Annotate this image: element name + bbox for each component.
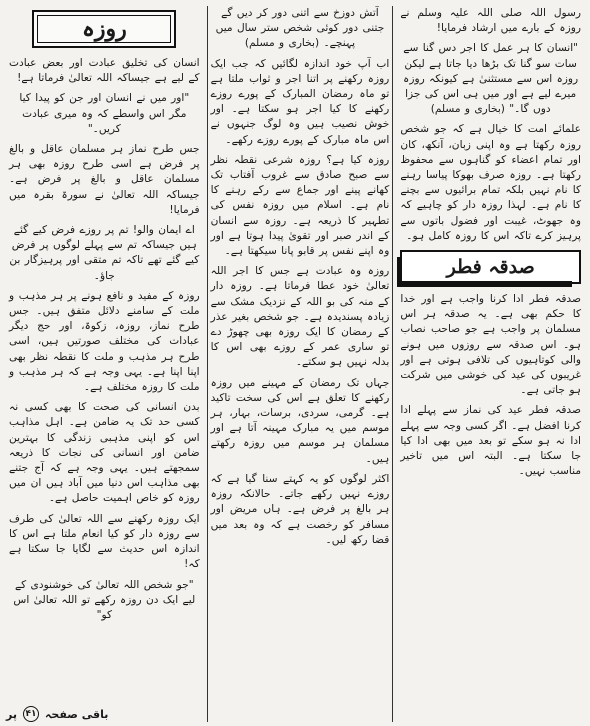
right-paragraph-3: جس طرح نماز ہر مسلمان عاقل و بالغ پر فرض ہے اسی طرح روزہ بھی ہر مسلمان عاقل و بالغ پر فرض ہے۔ جیساکہ اللہ تعالیٰ نے سورۃ بقرہ میں فرمایا! (9, 143, 200, 216)
footer-page-number: ۴۱ (23, 706, 39, 722)
left-paragraph-3: علمائے امت کا خیال ہے کہ جو شخص روزہ رکھتا ہے وہ اپنی زبان، آنکھ، کان اور تمام اعضاء کو گناہوں سے محفوظ رکھتا ہے۔ روزہ صرف بھوکا پیاسا رہنے کا نام نہیں بلکہ تمام برائیوں سے بچنے کا نام ہے۔ لہذا روزہ دار کو چاہیے کہ وہ جھوٹ، غیبت اور فضول باتوں سے پرہیز کرے تاکہ اس کا روزہ کامل ہو۔ (400, 123, 581, 242)
right-paragraph-8: "جو شخص اللہ تعالیٰ کی خوشنودی کے لیے ایک دن روزہ رکھے تو اللہ تعالیٰ اس کو" (13, 578, 196, 621)
subheading-box (400, 250, 581, 284)
right-paragraph-1: انسان کی تخلیق عبادت اور بعض عبادت کے لیے ہے جیساکہ اللہ تعالیٰ فرماتا ہے! (9, 57, 200, 85)
subheading-sadqa-fitr: صدقہ فطر (446, 256, 535, 279)
left-paragraph-2: "انسان کا ہر عمل کا اجر دس گنا سے سات سو گنا تک بڑھا دیا جاتا ہے لیکن روزہ اس سے مستثنیٰ ہے کیونکہ روزہ میرے لیے ہے اور میں ہی اس کی جزا دوں گا۔" (بخاری و مسلم) (403, 42, 579, 116)
left-paragraph-4: صدقہ فطر ادا کرنا واجب ہے اور خدا کا حکم بھی ہے۔ یہ صدقہ ہر اس مسلمان پر واجب ہے جو صاحب نصاب ہو۔ اس صدقہ سے روزوں میں ہونے والی کوتاہیوں کی تلافی ہوتی ہے اور غریبوں کی عید کی خوشی میں شرکت ہو جاتی ہے۔ (400, 293, 581, 397)
right-paragraph-5: روزہ کے مفید و نافع ہونے پر ہر مذہب و ملت کے سامنے دلائل متفق ہیں۔ جس طرح نماز، روزہ، زکوۃ، اور حج دیگر عبادات کی مختلف صورتیں ہیں، اسی طرح ہر مذہب و ملت کا نقطہ نظر بھی اپنا اپنا ہے۔ یہی وجہ ہے کہ ہر مذہب و ملت کا روزہ مختلف ہے۔ (9, 289, 200, 394)
right-paragraph-2: "اور میں نے انسان اور جن کو پیدا کیا مگر اس واسطے کہ وہ میری عبادت کریں۔" (19, 92, 190, 135)
footer-suffix: پر (6, 707, 17, 721)
article-title: روزہ (81, 16, 127, 42)
left-paragraph-5: صدقہ فطر عید کی نماز سے پہلے ادا کرنا افضل ہے۔ اگر کسی وجہ سے پہلے ادا نہ ہو سکے تو بعد میں بھی ادا کیا جا سکتا ہے۔ البتہ اس میں تاخیر مناسب نہیں۔ (400, 404, 581, 478)
footer-label: باقی صفحہ (44, 707, 109, 721)
middle-paragraph-6: اکثر لوگوں کو یہ کہتے سنا گیا ہے کہ روزے نہیں رکھے جاتے۔ حالانکہ روزہ ہر بالغ پر فرض ہے۔ ہاں مریض اور مسافر کو رخصت ہے کہ وہ بعد میں قضا رکھ لیں۔ (210, 472, 390, 546)
middle-paragraph-1: آتش دوزخ سے اتنی دور کر دیں گے جتنی دور کوئی شخص ستر سال میں پہنچے۔ (بخاری و مسلم) (215, 7, 385, 50)
article-title-box (32, 10, 176, 48)
right-paragraph-4: اے ایمان والو! تم پر روزے فرض کیے گئے ہیں جیساکہ تم سے پہلے لوگوں پر فرض کیے گئے تھے تاکہ تم متقی اور پرہیزگار بن جاؤ۔ (9, 224, 200, 282)
left-column (397, 6, 584, 722)
right-paragraph-6: بدن انسانی کی صحت کا بھی کسی نہ کسی حد تک یہ ضامن ہے۔ اہل مذاہب اس کو اپنی مذہبی زندگی کا بہترین ضامن اور انسانی کی نجات کا ذریعہ سمجھتے ہیں۔ یہی وجہ ہے کہ آج جتنے بھی مذاہب اس دنیا میں آباد ہیں ان میں روزہ کو خاص اہمیت حاصل ہے۔ (9, 401, 200, 505)
continued-footer (6, 706, 108, 722)
middle-paragraph-5: جہاں تک رمضان کے مہینے میں روزہ رکھنے کا تعلق ہے اس کی سخت تاکید ہے۔ گرمی، سردی، برسات، بہار، ہر موسم میں یہ مبارک مہینہ آتا ہے اور مسلمان ہر موسم میں روزہ رکھتے ہیں۔ (210, 376, 390, 465)
middle-column (207, 6, 394, 722)
middle-paragraph-2: اب آپ خود اندازہ لگائیں کہ جب ایک روزہ رکھنے پر اتنا اجر و ثواب ملتا ہے تو ماہ رمضان المبارک کے پورے روزے رکھنے کا کیا اجر ہو سکتا ہے۔ اور خوش نصیب ہیں وہ لوگ جنہوں نے اس ماہ مبارک کے پورے روزے رکھے۔ (210, 57, 390, 146)
right-paragraph-7: ایک روزہ رکھنے سے اللہ تعالیٰ کی طرف سے روزہ دار کو کیا انعام ملتا ہے اس کا اندازہ اس حدیث سے لگایا جا سکتا ہے کہ! (9, 512, 200, 571)
middle-paragraph-4: روزہ وہ عبادت ہے جس کا اجر اللہ تعالیٰ خود عطا فرماتا ہے۔ روزہ دار کے منہ کی بو اللہ کے نزدیک مشک سے زیادہ پسندیدہ ہے۔ جو شخص بغیر عذر کے رمضان کا ایک روزہ بھی چھوڑ دے تو ساری عمر کے روزے بھی اس کا بدلہ نہیں ہو سکتے۔ (210, 265, 390, 369)
middle-paragraph-3: روزہ کیا ہے؟ روزہ شرعی نقطہ نظر سے صبح صادق سے غروب آفتاب تک کھانے پینے اور جماع سے رکے رہنے کا نام ہے۔ اسلام میں روزہ نفس کی تطہیر کا ذریعہ ہے۔ روزہ سے انسان کے اندر صبر اور تقویٰ پیدا ہوتا ہے اور وہ اپنے نفس پر قابو پانا سیکھتا ہے۔ (210, 153, 390, 258)
left-paragraph-1: رسول اللہ صلی اللہ علیہ وسلم نے روزہ کے بارے میں ارشاد فرمایا! (400, 7, 581, 35)
right-column (6, 6, 203, 722)
